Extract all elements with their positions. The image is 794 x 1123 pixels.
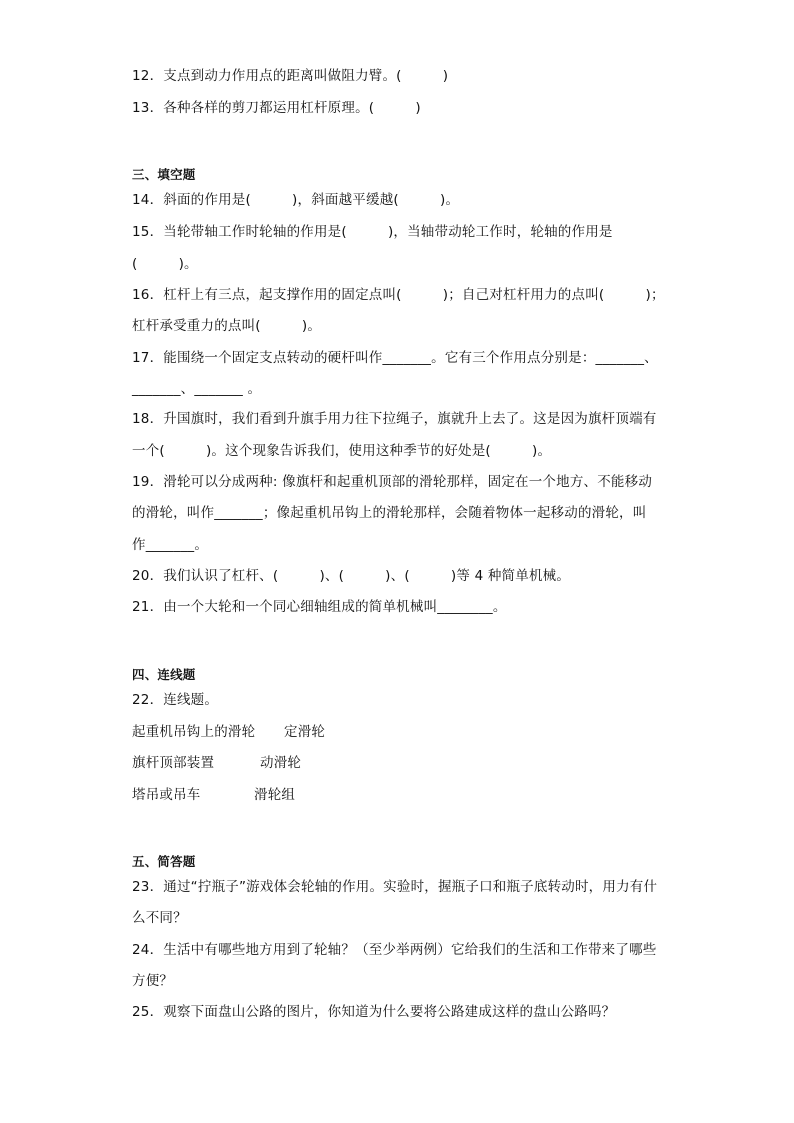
match-row — [132, 754, 301, 772]
question-13: 13．各种各样的剪刀都运用杠杆原理。( ) — [132, 100, 421, 116]
question-14: 14．斜面的作用是( )，斜面越平缓越( )。 — [132, 192, 460, 208]
question-18-line-2: 一个( )。这个现象告诉我们，使用这种季节的好处是( )。 — [132, 443, 552, 459]
question-22: 22．连线题。 — [132, 692, 219, 708]
match-left-item: 旗杆顶部装置 — [132, 755, 215, 771]
match-row — [132, 723, 325, 741]
question-23-line-2: 么不同？ — [132, 910, 187, 926]
match-right-item: 动滑轮 — [260, 755, 302, 771]
section-heading-short-answer: 五、简答题 — [132, 854, 196, 869]
match-left-item: 塔吊或吊车 — [132, 787, 201, 803]
question-21: 21．由一个大轮和一个同心细轴组成的简单机械叫________。 — [132, 599, 507, 615]
question-15-line-1: 15．当轮带轴工作时轮轴的作用是( )，当轴带动轮工作时，轮轴的作用是 — [132, 224, 613, 240]
question-23-line-1: 23．通过“拧瓶子”游戏体会轮轴的作用。实验时，握瓶子口和瓶子底转动时，用力有什 — [132, 879, 658, 895]
match-row — [132, 786, 295, 804]
question-20: 20．我们认识了杠杆、( )、( )、( )等 4 种简单机械。 — [132, 568, 571, 584]
question-24-line-2: 方便？ — [132, 973, 174, 989]
question-17-line-1: 17．能围绕一个固定支点转动的硬杆叫作_______。它有三个作用点分别是：_______、 — [132, 350, 658, 366]
question-16-line-2: 杠杆承受重力的点叫( )。 — [132, 318, 322, 334]
section-heading-fill-in: 三、填空题 — [132, 167, 196, 182]
question-12: 12．支点到动力作用点的距离叫做阻力臂。( ) — [132, 68, 449, 84]
question-15-line-2: ( )。 — [132, 256, 198, 272]
match-right-item: 定滑轮 — [284, 724, 326, 740]
question-24-line-1: 24．生活中有哪些地方用到了轮轴？（至少举两例）它给我们的生活和工作带来了哪些 — [132, 942, 657, 958]
match-right-item: 滑轮组 — [254, 787, 296, 803]
question-17-line-2: _______、_______ 。 — [132, 381, 262, 397]
match-left-item: 起重机吊钩上的滑轮 — [132, 724, 256, 740]
section-heading-matching: 四、连线题 — [132, 667, 196, 682]
question-19-line-1: 19．滑轮可以分成两种: 像旗杆和起重机顶部的滑轮那样，固定在一个地方、不能移动 — [132, 474, 653, 490]
question-19-line-3: 作_______。 — [132, 537, 209, 553]
question-19-line-2: 的滑轮，叫作_______；像起重机吊钩上的滑轮那样，会随着物体一起移动的滑轮，叫 — [132, 505, 647, 521]
question-18-line-1: 18．升国旗时，我们看到升旗手用力往下拉绳子，旗就升上去了。这是因为旗杆顶端有 — [132, 411, 657, 427]
question-16-line-1: 16．杠杆上有三点，起支撑作用的固定点叫( )；自己对杠杆用力的点叫( )； — [132, 287, 665, 303]
question-25: 25．观察下面盘山公路的图片，你知道为什么要将公路建成这样的盘山公路吗？ — [132, 1004, 616, 1020]
